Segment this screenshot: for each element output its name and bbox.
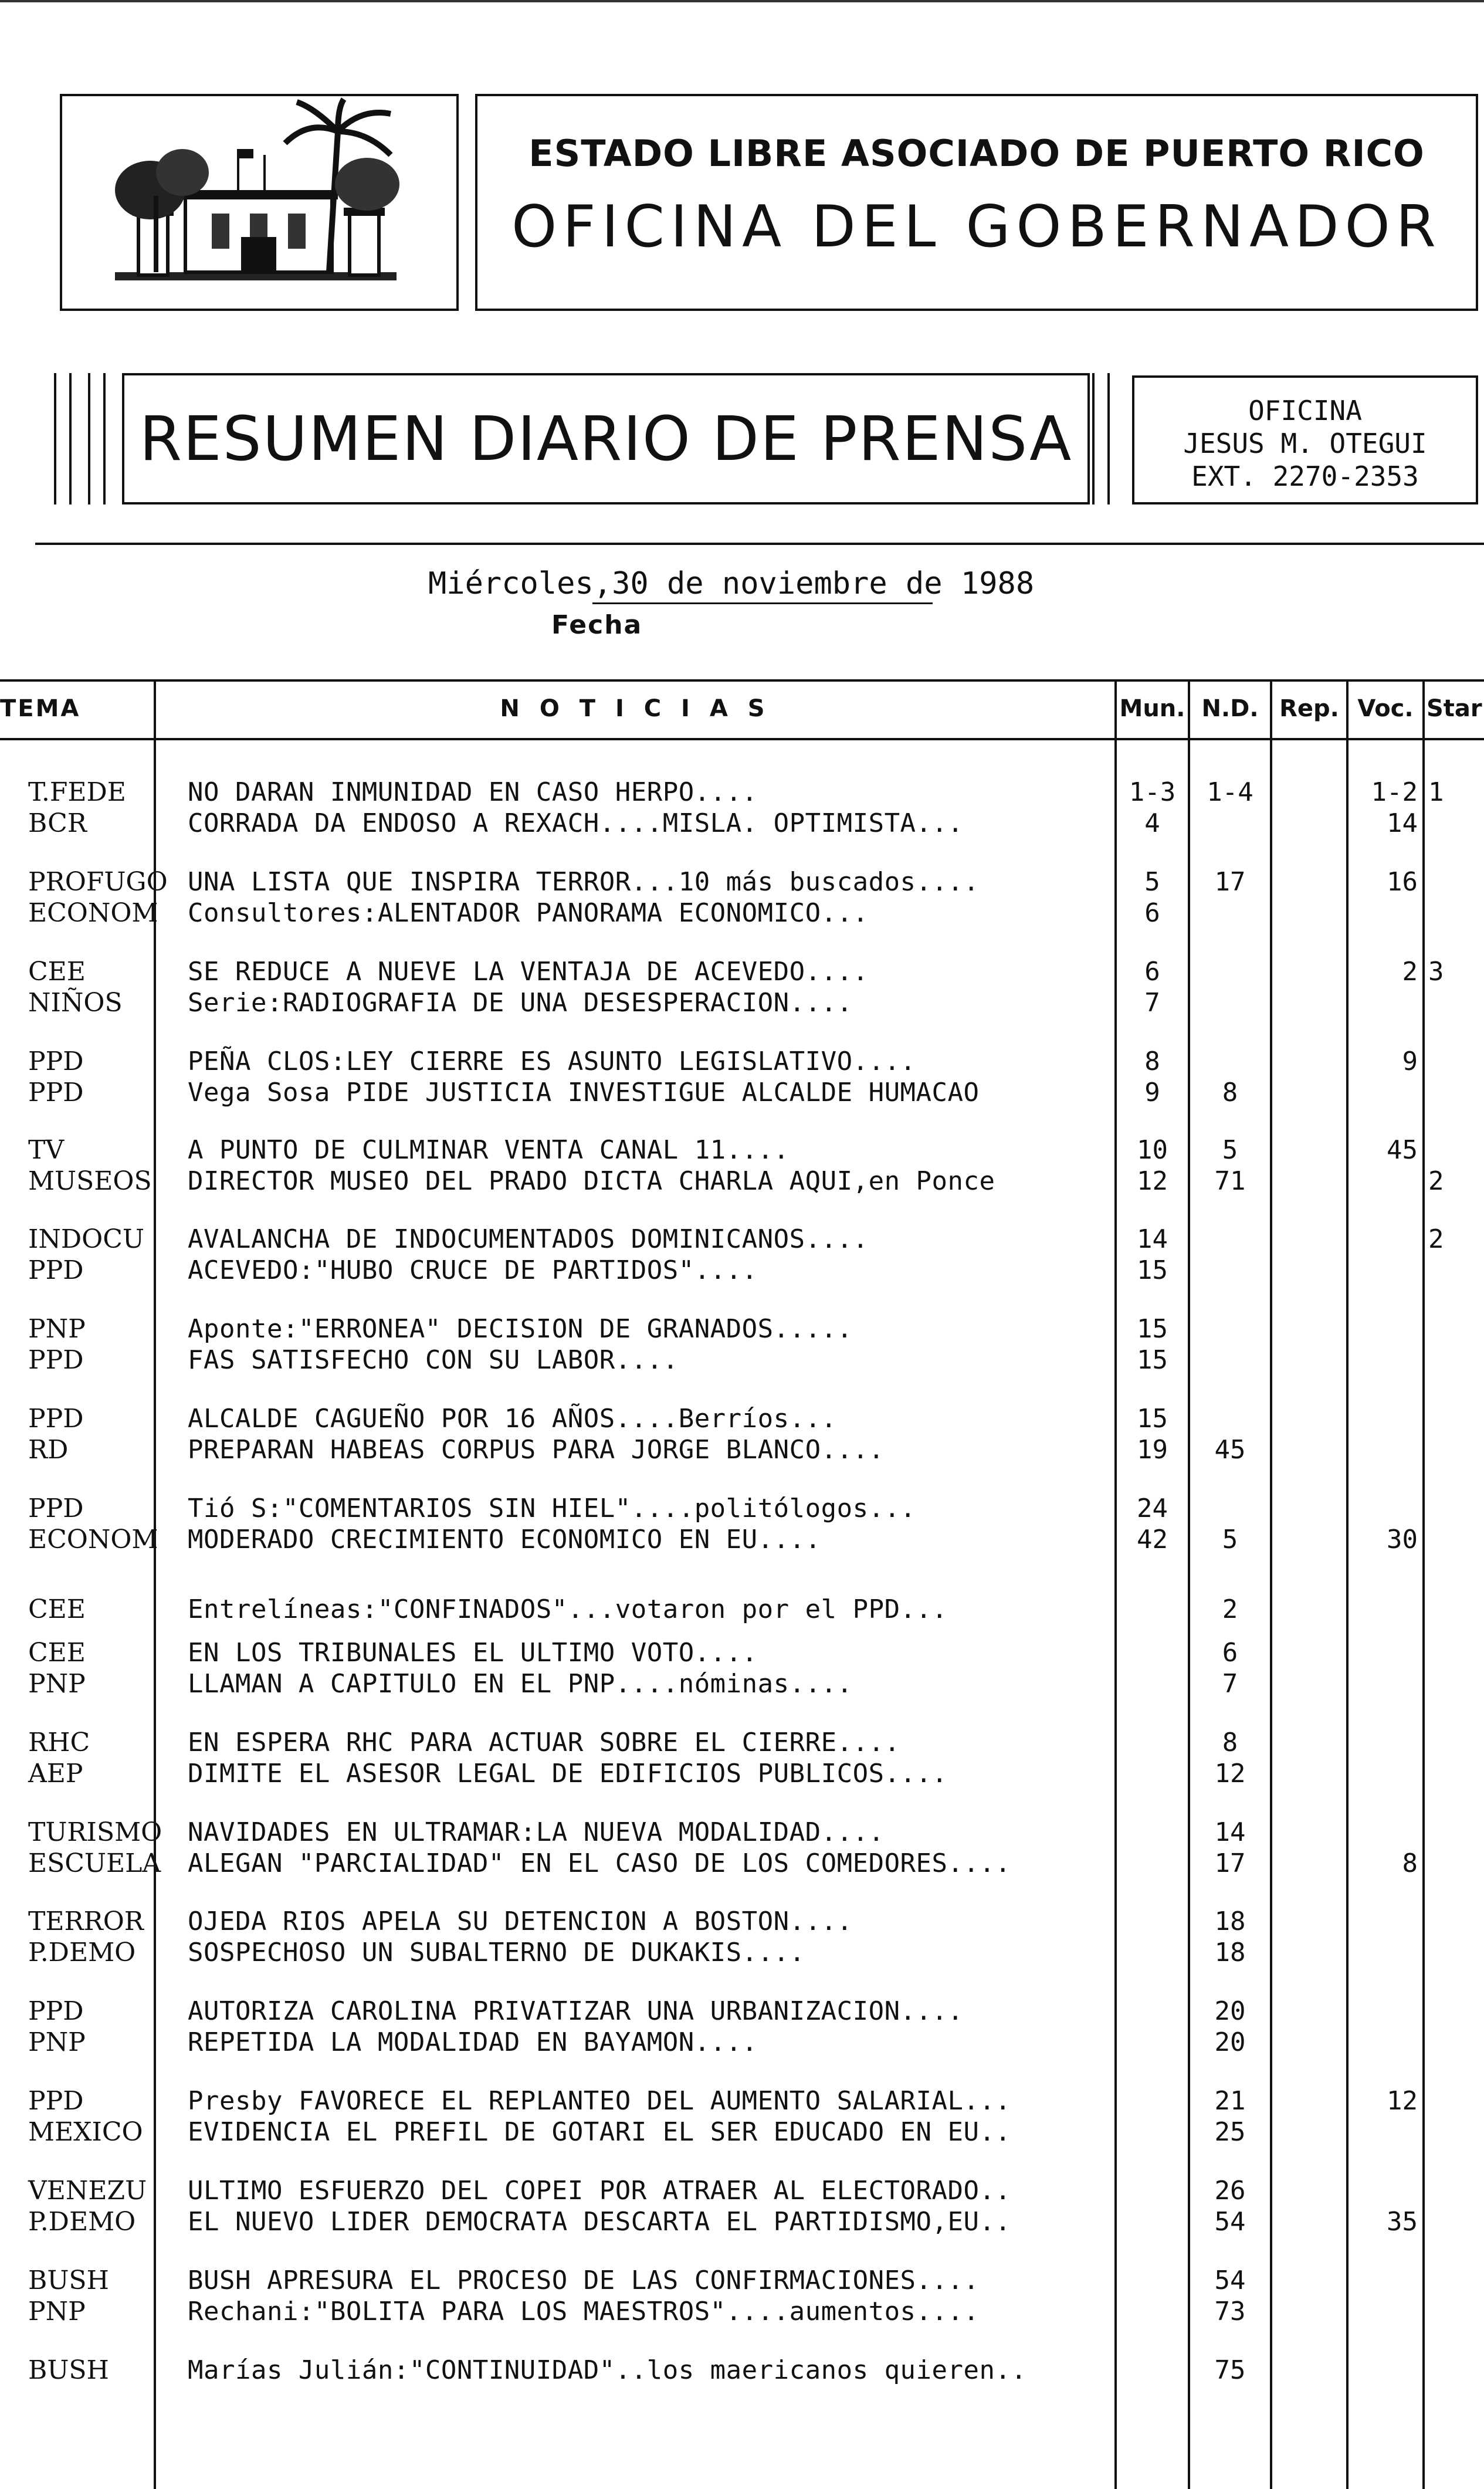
cell-nd: 1-4 xyxy=(1207,777,1253,807)
cell-mun: 15 xyxy=(1137,1404,1168,1434)
cell-tema: CEE xyxy=(28,957,86,987)
emblem-box xyxy=(60,94,459,311)
table-header-rule xyxy=(0,738,1484,740)
cell-voc: 14 xyxy=(1387,808,1418,838)
cell-voc: 16 xyxy=(1387,867,1418,897)
cell-nd: 18 xyxy=(1214,1938,1246,1968)
cell-news: PEÑA CLOS:LEY CIERRE ES ASUNTO LEGISLATIVO.... xyxy=(188,1047,916,1076)
cell-news: EL NUEVO LIDER DEMOCRATA DESCARTA EL PARTIDISMO,EU.. xyxy=(188,2207,1011,2237)
cell-news: CORRADA DA ENDOSO A REXACH....MISLA. OPTIMISTA... xyxy=(188,808,964,838)
cell-tema: PPD xyxy=(28,2086,84,2116)
cell-tema: PPD xyxy=(28,1345,84,1375)
cell-tema: PNP xyxy=(28,2297,86,2327)
cell-voc: 45 xyxy=(1387,1135,1418,1165)
cell-news: UNA LISTA QUE INSPIRA TERROR...10 más buscados.... xyxy=(188,867,980,897)
cell-tema: BUSH xyxy=(28,2266,109,2295)
cell-voc: 9 xyxy=(1402,1047,1418,1076)
cell-star: 2 xyxy=(1428,1224,1444,1254)
cell-voc: 35 xyxy=(1387,2207,1418,2237)
cell-tema: TURISMO xyxy=(28,1817,162,1847)
cell-tema: PPD xyxy=(28,1404,84,1434)
header-tema: TEMA xyxy=(0,695,81,722)
cell-news: Entrelíneas:"CONFINADOS"...votaron por el PPD... xyxy=(188,1594,948,1624)
office-extension: EXT. 2270-2353 xyxy=(1191,460,1419,492)
cell-news: Aponte:"ERRONEA" DECISION DE GRANADOS..... xyxy=(188,1314,853,1344)
cell-tema: PPD xyxy=(28,1255,84,1285)
header-noticias: N O T I C I A S xyxy=(500,695,771,722)
cell-nd: 8 xyxy=(1222,1078,1238,1108)
cell-news: SOSPECHOSO UN SUBALTERNO DE DUKAKIS.... xyxy=(188,1938,805,1968)
government-name: ESTADO LIBRE ASOCIADO DE PUERTO RICO xyxy=(528,132,1425,175)
cell-nd: 26 xyxy=(1214,2176,1246,2206)
cell-tema: AEP xyxy=(28,1759,83,1789)
col-divider-nd xyxy=(1270,679,1272,2489)
cell-mun: 12 xyxy=(1137,1166,1168,1196)
cell-mun: 19 xyxy=(1137,1435,1168,1465)
cell-nd: 75 xyxy=(1214,2355,1246,2385)
cell-tema: MEXICO xyxy=(28,2117,143,2147)
col-divider-tema xyxy=(154,679,156,2489)
cell-news: AVALANCHA DE INDOCUMENTADOS DOMINICANOS.... xyxy=(188,1224,869,1254)
cell-tema: RD xyxy=(28,1435,69,1465)
cell-news: ACEVEDO:"HUBO CRUCE DE PARTIDOS".... xyxy=(188,1255,758,1285)
cell-nd: 17 xyxy=(1214,867,1246,897)
cell-nd: 7 xyxy=(1222,1669,1238,1699)
cell-tema: T.FEDE xyxy=(28,777,126,807)
top-edge-line xyxy=(0,0,1484,2)
cell-mun: 8 xyxy=(1144,1047,1160,1076)
cell-nd: 5 xyxy=(1222,1525,1238,1555)
cell-news: SE REDUCE A NUEVE LA VENTAJA DE ACEVEDO.... xyxy=(188,957,869,987)
cell-mun: 10 xyxy=(1137,1135,1168,1165)
cell-news: Tió S:"COMENTARIOS SIN HIEL"....politólogos... xyxy=(188,1494,916,1523)
cell-nd: 14 xyxy=(1214,1817,1246,1847)
table-top-rule xyxy=(0,679,1484,682)
cell-nd: 25 xyxy=(1214,2117,1246,2147)
cell-tema: INDOCU xyxy=(28,1224,144,1254)
cell-news: REPETIDA LA MODALIDAD EN BAYAMON.... xyxy=(188,2027,758,2057)
cell-mun: 15 xyxy=(1137,1314,1168,1344)
office-name: OFICINA DEL GOBERNADOR xyxy=(511,194,1442,260)
cell-nd: 17 xyxy=(1214,1848,1246,1878)
cell-news: LLAMAN A CAPITULO EN EL PNP....nóminas.... xyxy=(188,1669,853,1699)
cell-tema: ECONOM xyxy=(28,1525,158,1555)
header-voc: Voc. xyxy=(1357,695,1414,722)
cell-nd: 71 xyxy=(1214,1166,1246,1196)
cell-voc: 8 xyxy=(1402,1848,1418,1878)
cell-voc: 30 xyxy=(1387,1525,1418,1555)
cell-mun: 15 xyxy=(1137,1345,1168,1375)
cell-news: BUSH APRESURA EL PROCESO DE LAS CONFIRMACIONES.... xyxy=(188,2266,980,2295)
cell-tema: PNP xyxy=(28,1669,86,1699)
cell-news: ALCALDE CAGUEÑO POR 16 AÑOS....Berríos... xyxy=(188,1404,837,1434)
cell-tema: CEE xyxy=(28,1638,86,1668)
cell-tema: PNP xyxy=(28,1314,86,1344)
cell-news: FAS SATISFECHO CON SU LABOR.... xyxy=(188,1345,679,1375)
cell-tema: PPD xyxy=(28,1047,84,1076)
banner-left-bars-outer xyxy=(54,373,72,504)
cell-news: DIRECTOR MUSEO DEL PRADO DICTA CHARLA AQUI,en Ponce xyxy=(188,1166,995,1196)
cell-mun: 42 xyxy=(1137,1525,1168,1555)
cell-news: EN ESPERA RHC PARA ACTUAR SOBRE EL CIERRE.... xyxy=(188,1728,900,1757)
cell-mun: 14 xyxy=(1137,1224,1168,1254)
cell-tema: MUSEOS xyxy=(28,1166,152,1196)
cell-mun: 6 xyxy=(1144,957,1160,987)
cell-news: ULTIMO ESFUERZO DEL COPEI POR ATRAER AL ELECTORADO.. xyxy=(188,2176,1011,2206)
cell-nd: 73 xyxy=(1214,2297,1246,2327)
cell-voc: 2 xyxy=(1402,957,1418,987)
cell-mun: 9 xyxy=(1144,1078,1160,1108)
header-mun: Mun. xyxy=(1119,695,1185,722)
col-divider-voc xyxy=(1422,679,1425,2489)
cell-star: 1 xyxy=(1428,777,1444,807)
cell-news: AUTORIZA CAROLINA PRIVATIZAR UNA URBANIZACION.... xyxy=(188,1996,964,2026)
office-contact xyxy=(1132,394,1478,493)
cell-nd: 12 xyxy=(1214,1759,1246,1789)
cell-news: NO DARAN INMUNIDAD EN CASO HERPO.... xyxy=(188,777,758,807)
cell-nd: 20 xyxy=(1214,2027,1246,2057)
cell-voc: 1-2 xyxy=(1371,777,1418,807)
date-underline xyxy=(592,602,933,604)
cell-mun: 4 xyxy=(1144,808,1160,838)
cell-tema: BUSH xyxy=(28,2355,109,2385)
cell-mun: 7 xyxy=(1144,988,1160,1018)
cell-nd: 8 xyxy=(1222,1728,1238,1757)
cell-nd: 6 xyxy=(1222,1638,1238,1668)
cell-news: EVIDENCIA EL PREFIL DE GOTARI EL SER EDUCADO EN EU.. xyxy=(188,2117,1011,2147)
office-person: JESUS M. OTEGUI xyxy=(1183,428,1427,459)
cell-news: OJEDA RIOS APELA SU DETENCION A BOSTON.... xyxy=(188,1906,853,1936)
cell-news: DIMITE EL ASESOR LEGAL DE EDIFICIOS PUBLICOS.... xyxy=(188,1759,948,1789)
cell-news: ALEGAN "PARCIALIDAD" EN EL CASO DE LOS COMEDORES.... xyxy=(188,1848,1011,1878)
cell-mun: 24 xyxy=(1137,1494,1168,1523)
cell-news: EN LOS TRIBUNALES EL ULTIMO VOTO.... xyxy=(188,1638,758,1668)
cell-tema: ESCUELA xyxy=(28,1848,161,1878)
date-label: Fecha xyxy=(551,610,643,640)
cell-tema: VENEZU xyxy=(28,2176,147,2206)
cell-tema: P.DEMO xyxy=(28,1938,136,1968)
cell-mun: 5 xyxy=(1144,867,1160,897)
cell-tema: PPD xyxy=(28,1996,84,2026)
cell-tema: TV xyxy=(28,1135,65,1165)
cell-news: Rechani:"BOLITA PARA LOS MAESTROS"....aumentos.... xyxy=(188,2297,980,2327)
cell-nd: 54 xyxy=(1214,2266,1246,2295)
cell-news: NAVIDADES EN ULTRAMAR:LA NUEVA MODALIDAD.... xyxy=(188,1817,885,1847)
cell-tema: P.DEMO xyxy=(28,2207,136,2237)
col-divider-noticias xyxy=(1114,679,1117,2489)
cell-news: Consultores:ALENTADOR PANORAMA ECONOMICO... xyxy=(188,898,869,928)
cell-star: 2 xyxy=(1428,1166,1444,1196)
cell-nd: 45 xyxy=(1214,1435,1246,1465)
cell-news: Vega Sosa PIDE JUSTICIA INVESTIGUE ALCALDE HUMACAO xyxy=(188,1078,980,1108)
cell-tema: PROFUGO xyxy=(28,867,168,897)
cell-tema: NIÑOS xyxy=(28,988,123,1018)
cell-tema: RHC xyxy=(28,1728,90,1757)
cell-nd: 5 xyxy=(1222,1135,1238,1165)
cell-nd: 18 xyxy=(1214,1906,1246,1936)
cell-mun: 6 xyxy=(1144,898,1160,928)
banner-left-bars-inner xyxy=(88,373,106,504)
banner-right-bars xyxy=(1092,373,1110,504)
resumen-title: RESUMEN DIARIO DE PRENSA xyxy=(139,403,1073,475)
cell-nd: 21 xyxy=(1214,2086,1246,2116)
cell-news: PREPARAN HABEAS CORPUS PARA JORGE BLANCO.... xyxy=(188,1435,885,1465)
header-rep: Rep. xyxy=(1279,695,1339,722)
cell-mun: 1-3 xyxy=(1129,777,1176,807)
header-rule xyxy=(35,543,1484,545)
cell-tema: PNP xyxy=(28,2027,86,2057)
cell-tema: ECONOM xyxy=(28,898,158,928)
cell-news: Marías Julián:"CONTINUIDAD"..los maericanos quieren.. xyxy=(188,2355,1027,2385)
cell-tema: CEE xyxy=(28,1594,86,1624)
cell-news: Serie:RADIOGRAFIA DE UNA DESESPERACION.... xyxy=(188,988,853,1018)
office-label: OFICINA xyxy=(1248,395,1362,426)
cell-news: A PUNTO DE CULMINAR VENTA CANAL 11.... xyxy=(188,1135,790,1165)
cell-tema: TERROR xyxy=(28,1906,144,1936)
cell-nd: 54 xyxy=(1214,2207,1246,2237)
cell-news: Presby FAVORECE EL REPLANTEO DEL AUMENTO SALARIAL... xyxy=(188,2086,1011,2116)
cell-voc: 12 xyxy=(1387,2086,1418,2116)
header-nd: N.D. xyxy=(1201,695,1259,722)
cell-tema: PPD xyxy=(28,1078,84,1108)
cell-nd: 2 xyxy=(1222,1594,1238,1624)
la-fortaleza-emblem xyxy=(62,96,456,309)
header-star: Star xyxy=(1427,695,1482,722)
cell-star: 3 xyxy=(1428,957,1444,987)
cell-nd: 20 xyxy=(1214,1996,1246,2026)
cell-tema: BCR xyxy=(28,808,87,838)
report-date: Miércoles,30 de noviembre de 1988 xyxy=(428,566,1035,601)
cell-mun: 15 xyxy=(1137,1255,1168,1285)
cell-tema: PPD xyxy=(28,1494,84,1523)
cell-news: MODERADO CRECIMIENTO ECONOMICO EN EU.... xyxy=(188,1525,821,1555)
